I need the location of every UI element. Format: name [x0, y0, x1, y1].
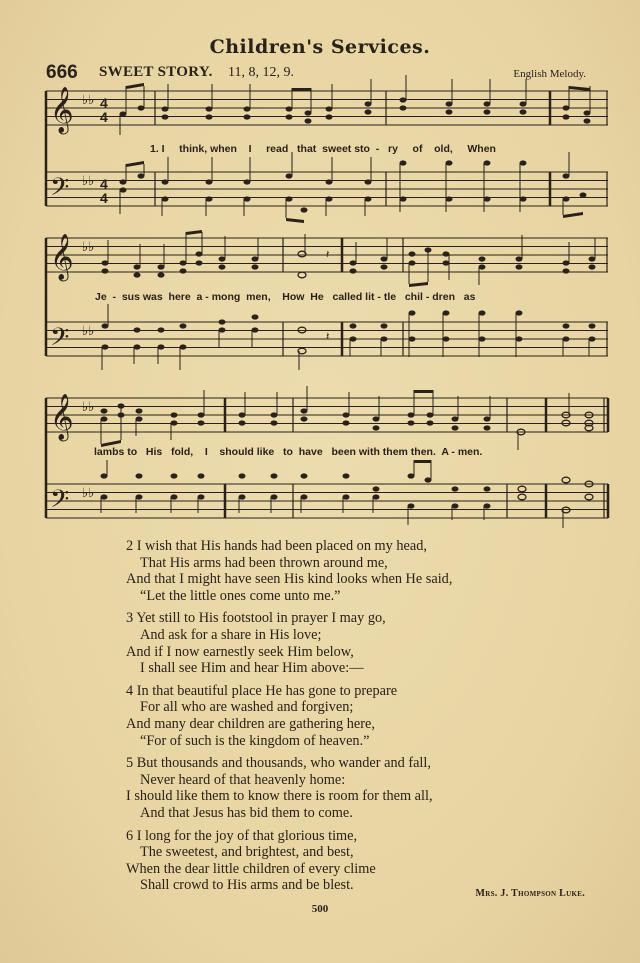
verse-line: Never heard of that heavenly home:: [140, 771, 346, 788]
verse-line: That His arms had been thrown around me,: [140, 554, 388, 571]
svg-text:𝄽: 𝄽: [326, 249, 330, 261]
verse-line: And many dear children are gathering here,: [126, 715, 375, 732]
meter: 11, 8, 12, 9.: [228, 65, 294, 80]
verse-line: Shall crowd to His arms and be blest.: [140, 877, 354, 894]
verse-line: “Let the little ones come unto me.”: [140, 587, 341, 604]
svg-text:♭♭: ♭♭: [82, 173, 95, 188]
svg-text:𝄢: 𝄢: [50, 485, 70, 520]
verse-line: I shall see Him and hear Him above:—: [140, 660, 364, 677]
verse-line: And that Jesus has bid them to come.: [140, 804, 353, 821]
svg-text:4: 4: [100, 95, 108, 111]
lyrics-line-3: lambs to His fold, I should like to have been with them then. A - men.: [94, 446, 483, 458]
verse-line: I should like them to know there is room for them all,: [126, 788, 433, 805]
verse-3: [126, 610, 452, 676]
svg-text:♭♭: ♭♭: [82, 485, 95, 500]
svg-text:𝄞: 𝄞: [50, 87, 74, 133]
verse-line: The sweetest, and brightest, and best,: [140, 844, 354, 861]
verse-5: [126, 755, 452, 821]
verse-line: 5 But thousands and thousands, who wander and fall,: [126, 755, 431, 772]
svg-text:𝄽: 𝄽: [326, 331, 330, 343]
verses: [126, 538, 452, 900]
verse-line: For all who are washed and forgiven;: [140, 699, 354, 716]
svg-text:♭♭: ♭♭: [82, 92, 95, 107]
verse-line: And ask for a share in His love;: [140, 626, 322, 643]
verse-line: 6 I long for the joy of that glorious time,: [126, 827, 358, 844]
svg-text:𝄢: 𝄢: [50, 323, 70, 358]
svg-text:♭♭: ♭♭: [82, 323, 95, 338]
svg-text:4: 4: [100, 176, 108, 192]
lyrics-line-1: 1. I think, when I read that sweet sto - ry of old, When: [150, 143, 496, 155]
svg-text:𝄞: 𝄞: [50, 234, 74, 280]
verse-line: And if I now earnestly seek Him below,: [126, 643, 354, 660]
verse-line: When the dear little children of every clime: [126, 860, 376, 877]
verse-2: [126, 538, 452, 604]
verse-6: [126, 828, 452, 894]
verse-line: “For of such is the kingdom of heaven.”: [140, 732, 370, 749]
page-number: 500: [311, 903, 329, 915]
svg-text:♭♭: ♭♭: [82, 399, 95, 414]
verse-4: [126, 683, 452, 749]
hymn-number: 666: [46, 62, 78, 83]
svg-text:𝄢: 𝄢: [50, 173, 70, 208]
svg-text:4: 4: [100, 109, 108, 125]
verse-line: And that I might have seen His kind looks when He said,: [126, 571, 453, 588]
section-title: Children's Services.: [209, 36, 431, 58]
svg-text:𝄞: 𝄞: [50, 394, 74, 440]
verse-line: 3 Yet still to His footstool in prayer I may go,: [126, 610, 386, 627]
svg-text:♭♭: ♭♭: [82, 239, 95, 254]
lyrics-line-2: Je - sus was here a - mong men, How He called lit - tle chil - dren as: [95, 291, 476, 303]
verse-line: 4 In that beautiful place He has gone to prepare: [126, 682, 398, 699]
composer-credit: English Melody.: [513, 68, 586, 80]
svg-text:4: 4: [100, 190, 108, 206]
tune-name: SWEET STORY.: [99, 64, 213, 80]
lyricist-credit: Mrs. J. Thompson Luke.: [475, 888, 585, 899]
verse-line: 2 I wish that His hands had been placed on my head,: [126, 538, 427, 554]
